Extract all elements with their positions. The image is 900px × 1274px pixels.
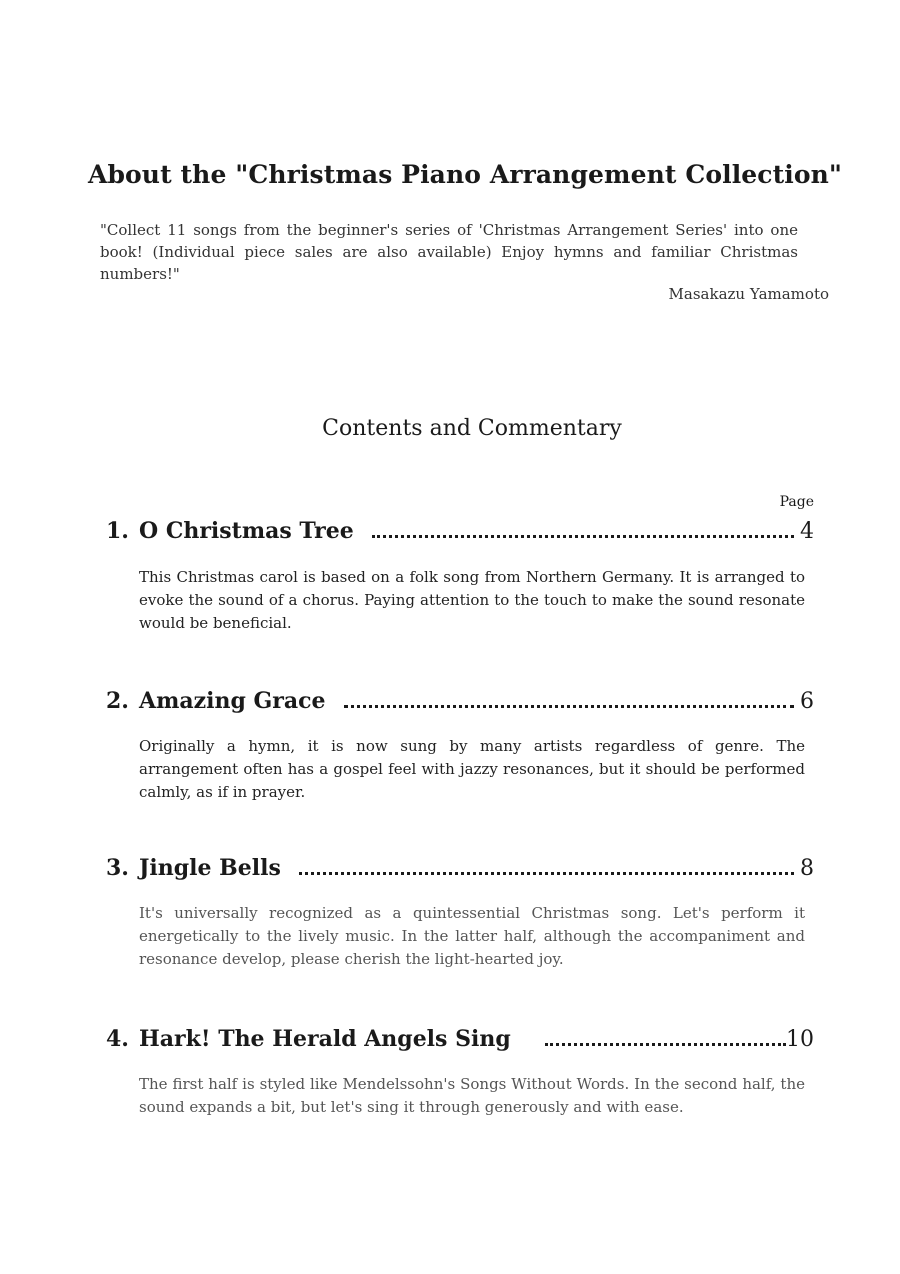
- entry-title: O Christmas Tree: [139, 518, 354, 544]
- contents-heading: Contents and Commentary: [322, 416, 622, 441]
- toc-entry-title-row: [106, 518, 814, 544]
- entry-page-number: 8: [800, 856, 814, 881]
- entry-description: This Christmas carol is based on a folk song from Northern Germany. It is arranged to evoke the sound of a chorus. Paying attention to the touch to make the sound resonate would be beneficial.: [139, 568, 805, 632]
- entry-page-number: 6: [800, 689, 814, 714]
- dot-leader: [344, 705, 794, 708]
- entry-title: Hark! The Herald Angels Sing: [139, 1026, 511, 1052]
- author-name: Masakazu Yamamoto: [668, 285, 829, 303]
- entry-title: Amazing Grace: [139, 688, 326, 714]
- entry-description: Originally a hymn, it is now sung by many artists regardless of genre. The arrangement often has a gospel feel with jazzy resonances, but it should be performed calmly, as if in prayer.: [139, 737, 805, 801]
- entry-page-number: 10: [786, 1027, 814, 1052]
- dot-leader: [545, 1043, 786, 1046]
- entry-number: 3.: [106, 855, 129, 881]
- toc-entry-title-row: [106, 1026, 814, 1052]
- page-column-label: Page: [779, 494, 814, 510]
- entry-description: It's universally recognized as a quintessential Christmas song. Let's perform it energetically to the lively music. In the latter half, although the accompaniment and resonance develop, please cherish the light-hearted joy.: [139, 904, 805, 968]
- dot-leader: [299, 872, 794, 875]
- intro-paragraph: "Collect 11 songs from the beginner's series of 'Christmas Arrangement Series' into one book! (Individual piece sales are also available) Enjoy hymns and familiar Christmas numbers!": [100, 221, 798, 283]
- entry-number: 2.: [106, 688, 129, 714]
- dot-leader: [372, 535, 794, 538]
- entry-page-number: 4: [800, 519, 814, 544]
- toc-entry-title-row: [106, 855, 814, 881]
- entry-description: The first half is styled like Mendelssohn's Songs Without Words. In the second half, the sound expands a bit, but let's sing it through generously and with ease.: [139, 1075, 805, 1116]
- toc-entry-title-row: [106, 688, 814, 714]
- entry-title: Jingle Bells: [139, 855, 281, 881]
- page-title: About the "Christmas Piano Arrangement Collection": [87, 160, 843, 189]
- entry-number: 4.: [106, 1026, 129, 1052]
- entry-number: 1.: [106, 518, 129, 544]
